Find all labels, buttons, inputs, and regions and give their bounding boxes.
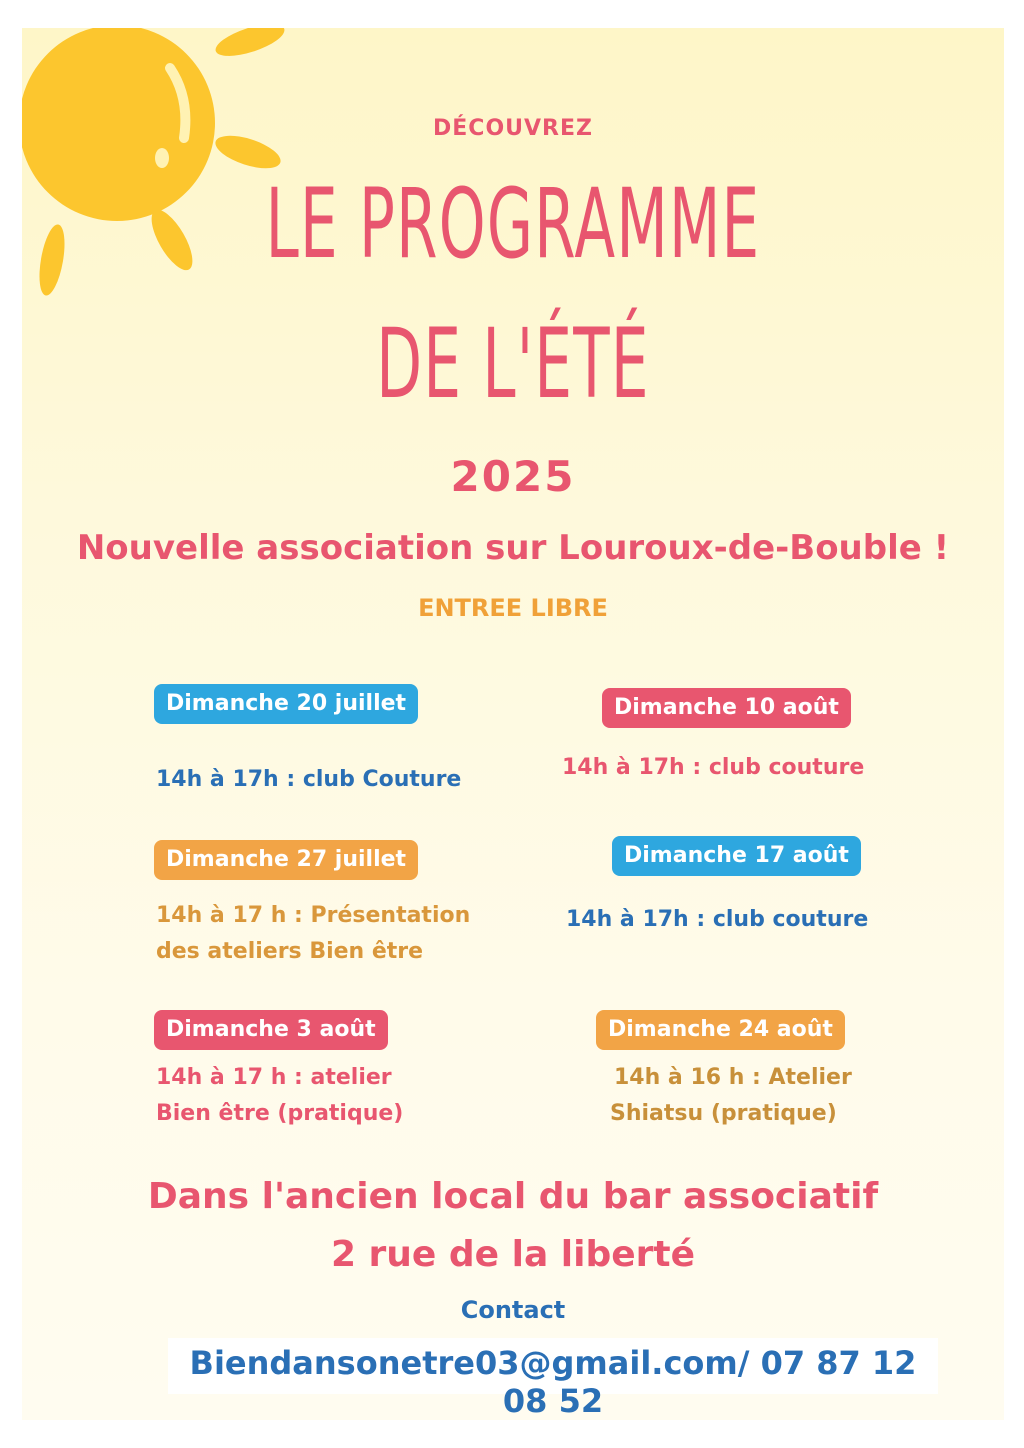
page-title-line1: LE PROGRAMME [265, 168, 761, 280]
location [22, 1168, 1004, 1284]
event-date-badge: Dimanche 17 août [612, 836, 861, 876]
intro-text: DÉCOUVREZ [433, 116, 593, 141]
event-date-badge: Dimanche 20 juillet [154, 684, 418, 724]
event-date-badge: Dimanche 27 juillet [154, 840, 418, 880]
association-headline: Nouvelle association sur Louroux-de-Bouble ! [76, 528, 950, 568]
contact-details: Biendansonetre03@gmail.com/ 07 87 12 08 52 [189, 1344, 917, 1420]
free-entry-label: ENTREE LIBRE [418, 594, 608, 622]
year: 2025 [450, 452, 576, 501]
event-date-badge: Dimanche 3 août [154, 1010, 388, 1050]
event-description: 14h à 16 h : Atelier [614, 1065, 852, 1090]
event-description: 14h à 17h : club Couture [156, 767, 462, 792]
location-line1: Dans l'ancien local du bar associatif [147, 1176, 879, 1217]
poster [22, 28, 1004, 1420]
event-description: 14h à 17 h : atelier [156, 1065, 392, 1090]
event-date-badge: Dimanche 24 août [596, 1010, 845, 1050]
event-description: 14h à 17 h : Présentation [156, 903, 471, 928]
event-description: Bien être (pratique) [156, 1101, 404, 1126]
page-title-line2: DE L'ÉTÉ [376, 308, 650, 420]
event-date-badge: Dimanche 10 août [602, 688, 851, 728]
event-description: 14h à 17h : club couture [562, 755, 865, 780]
location-line2: 2 rue de la liberté [330, 1234, 696, 1275]
event-description: Shiatsu (pratique) [610, 1101, 837, 1126]
contact-label: Contact [460, 1296, 566, 1324]
event-description: 14h à 17h : club couture [566, 907, 869, 932]
event-description: des ateliers Bien être [156, 939, 424, 964]
